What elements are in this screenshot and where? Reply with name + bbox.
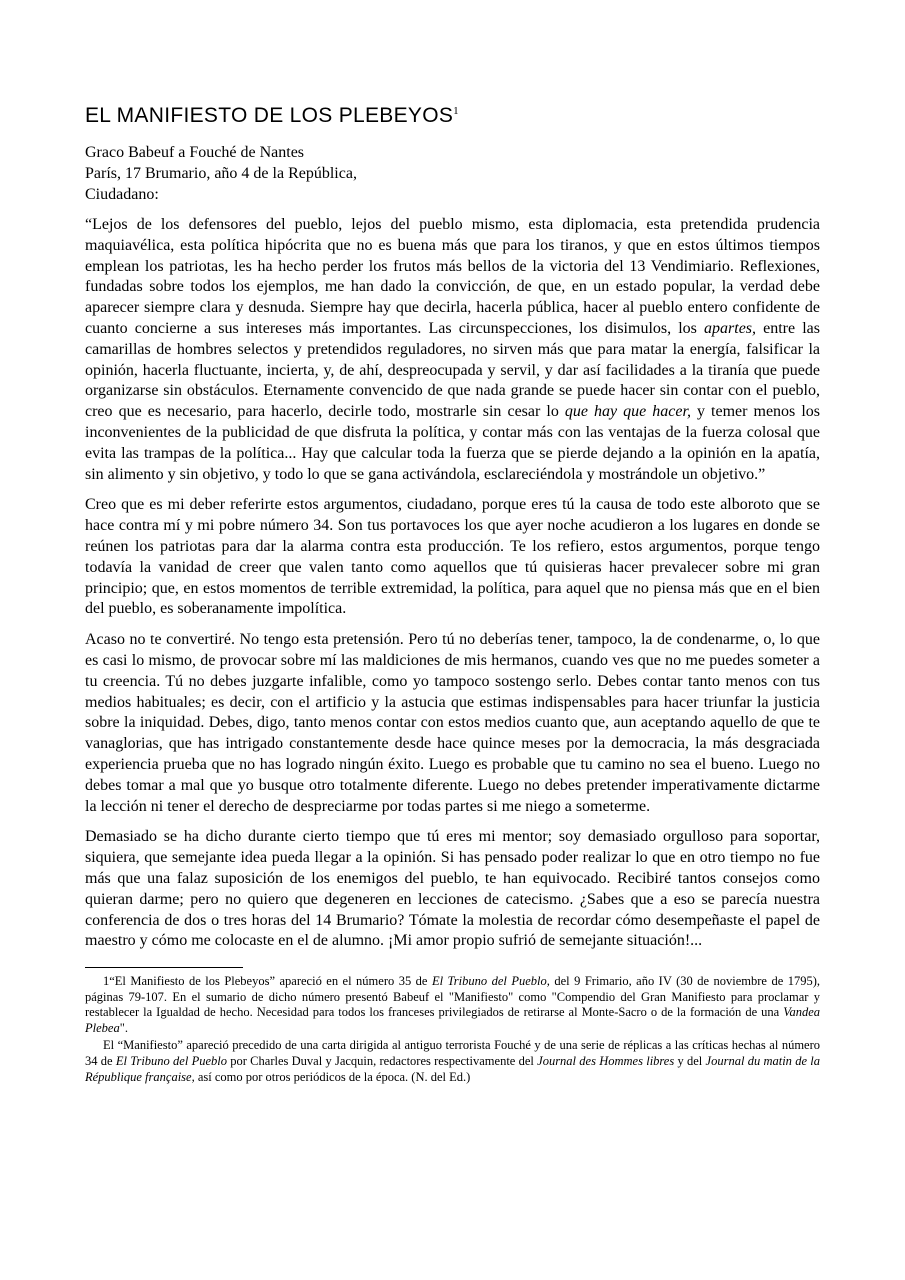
italic-phrase: Journal du matin de la République française,	[85, 1054, 820, 1084]
italic-phrase: que hay que hacer,	[564, 403, 691, 421]
footnote-number: 1	[103, 974, 110, 989]
body-paragraph: Acaso no te convertiré. No tengo esta pretensión. Pero tú no deberías tener, tampoco, la de condenarme, o, lo que es casi lo mismo, de provocar sobre mí las maldiciones de mis hermanos, cuando ves que no me puedes someter a tu creencia. Tú no debes juzgarte infalible, como yo tampoco sostengo serlo. Debes contar tanto menos con tus medios habituales; es decir, con el artificio y la astucia que estimas indispensables para hacer triunfar la justicia sobre la iniquidad. Debes, digo, tanto menos contar con estos medios cuanto que, aun aceptando aquello de que te vanaglorias, que has intrigado constantemente desde hace quince meses por la democracia, la más desgraciada experiencia prueba que no has logrado ningún éxito. Luego es probable que tu camino no sea el bueno. Luego no debes tomar a mal que yo busque otro totalmente diferente. Luego no debes pretender imperativamente dictarme la lección ni tener el derecho de despreciarme por todas partes si me niego a someterme.	[85, 631, 820, 815]
italic-phrase: El Tribuno del Pueblo	[115, 1054, 227, 1069]
italic-phrase: Journal des Hommes libres	[537, 1054, 675, 1069]
salutation-greeting-line: Ciudadano:	[85, 186, 159, 203]
italic-phrase: Vandea Plebea	[85, 1005, 820, 1035]
footnote-2	[85, 1038, 820, 1085]
body-paragraph: Demasiado se ha dicho durante cierto tiempo que tú eres mi mentor; soy demasiado orgulloso para soportar, siquiera, que semejante idea pueda llegar a la opinión. Si has pensado poder realizar lo que en otro tiempo no fue más que una falaz suposición de los enemigos del pueblo, te han equivocado. Recibiré tantos consejos como quieran darme; pero no quiero que degeneren en lecciones de catecismo. ¿Sabes que a eso se parecía nuestra conferencia de dos o tres horas del 14 Brumario? Tómate la molestia de recordar cómo desempeñaste el papel de maestro y cómo me colocaste en el de alumno. ¡Mi amor propio sufrió de semejante situación!...	[85, 828, 820, 950]
body-paragraph: Creo que es mi deber referirte estos argumentos, ciudadano, porque eres tú la causa de todo este alboroto que se hace contra mí y mi pobre número 34. Son tus portavoces los que ayer noche acudieron a los lugares en donde se reúnen los patriotas para dar la alarma contra esta producción. Te los refiero, estos argumentos, porque tengo todavía la vanidad de creer que valen tanto como aquellos que tú quisieras hacer prevalecer sobre mi gran principio; que, en estos momentos de terrible extremidad, la política, para aquel que no piensa más que en el bien del pueblo, es soberanamente impolítica.	[85, 496, 820, 618]
footnote-text: del 9 Frimario, año IV (30 de noviembre de 1795), páginas 79-107. En el sumario de dicho número presentó Babeuf el "Manifiesto" como "Compendio del Gran Manifiesto para proclamar y restablecer la Igualdad de hecho. Necesidad para todos los franceses privilegiados de retirarse al Monte-Sacro o de la formación de una	[85, 974, 821, 1020]
salutation-author-line: Graco Babeuf a Fouché de Nantes	[85, 144, 305, 161]
document-title	[85, 104, 820, 128]
footnote-reference: 1	[453, 105, 459, 117]
footnote-separator	[85, 967, 243, 968]
footnote-text: por Charles Duval y Jacquin, redactores respectivamente del	[227, 1054, 538, 1069]
title-text: EL MANIFIESTO DE LOS PLEBEYOS	[85, 104, 454, 127]
footnote-text: El “Manifiesto” apareció precedido de una carta dirigida al antiguo terrorista Fouché y de una serie de réplicas a las críticas hechas al número 34 de	[85, 1038, 820, 1069]
footnote-text: así como por otros periódicos de la época. (N. del Ed.)	[194, 1069, 471, 1084]
italic-phrase: apartes,	[704, 319, 757, 337]
footnote-text: y del	[674, 1054, 706, 1069]
footnote-text: ".	[119, 1020, 128, 1035]
quote-text: entre las camarillas de hombres selectos y pretendidos reguladores, no sirven más que para matar la energía, falsificar la opinión, hacerla fluctuante, incierta, y, de ahí, despreocupada y servil, y dar así facilidades a la tiranía que puede organizarse sin obstáculos. Eternamente convencido de que nada grande se puede hacer sin contar con el pueblo, creo que es necesario, para hacerlo, decirle todo, mostrarle sin cesar lo	[85, 319, 820, 421]
italic-phrase: El Tribuno del Pueblo,	[431, 974, 550, 989]
quote-text: “Lejos de los defensores del pueblo, lejos del pueblo mismo, esta diplomacia, esta pretendida prudencia maquiavélica, esta política hipócrita que no es buena más que para los tiranos, y que en estos últimos tiempos emplean los patriotas, les ha hecho perder los frutos más bellos de la victoria del 13 Vendimiario. Reflexiones, fundadas sobre todos los ejemplos, me han dado la convicción, de que, en un estado popular, la verdad debe aparecer siempre clara y desnuda. Siempre hay que decirla, hacerla pública, hacer al pueblo entero confidente de cuanto concierne a sus intereses más importantes. Las circunspecciones, los disimulos, los	[85, 216, 820, 337]
footnote-text: “El Manifiesto de los Plebeyos” apareció en el número 35 de	[109, 974, 432, 989]
footnote-1	[85, 974, 820, 1036]
salutation-block	[85, 142, 820, 205]
quote-paragraph	[85, 215, 820, 485]
footnotes-block	[85, 974, 820, 1085]
salutation-date-line: París, 17 Brumario, año 4 de la República,	[85, 165, 357, 182]
quote-text: y temer menos los inconvenientes de la publicidad de que disfruta la política, y contar más con las ventajas de la fuerza colosal que evita las trampas de la política... Hay que calcular toda la fuerza que se pierde dejando a la opinión en la apatía, sin alimento y sin objetivo, y todo lo que se gana activándola, esclareciéndola y mostrándole un objetivo.”	[85, 403, 820, 483]
